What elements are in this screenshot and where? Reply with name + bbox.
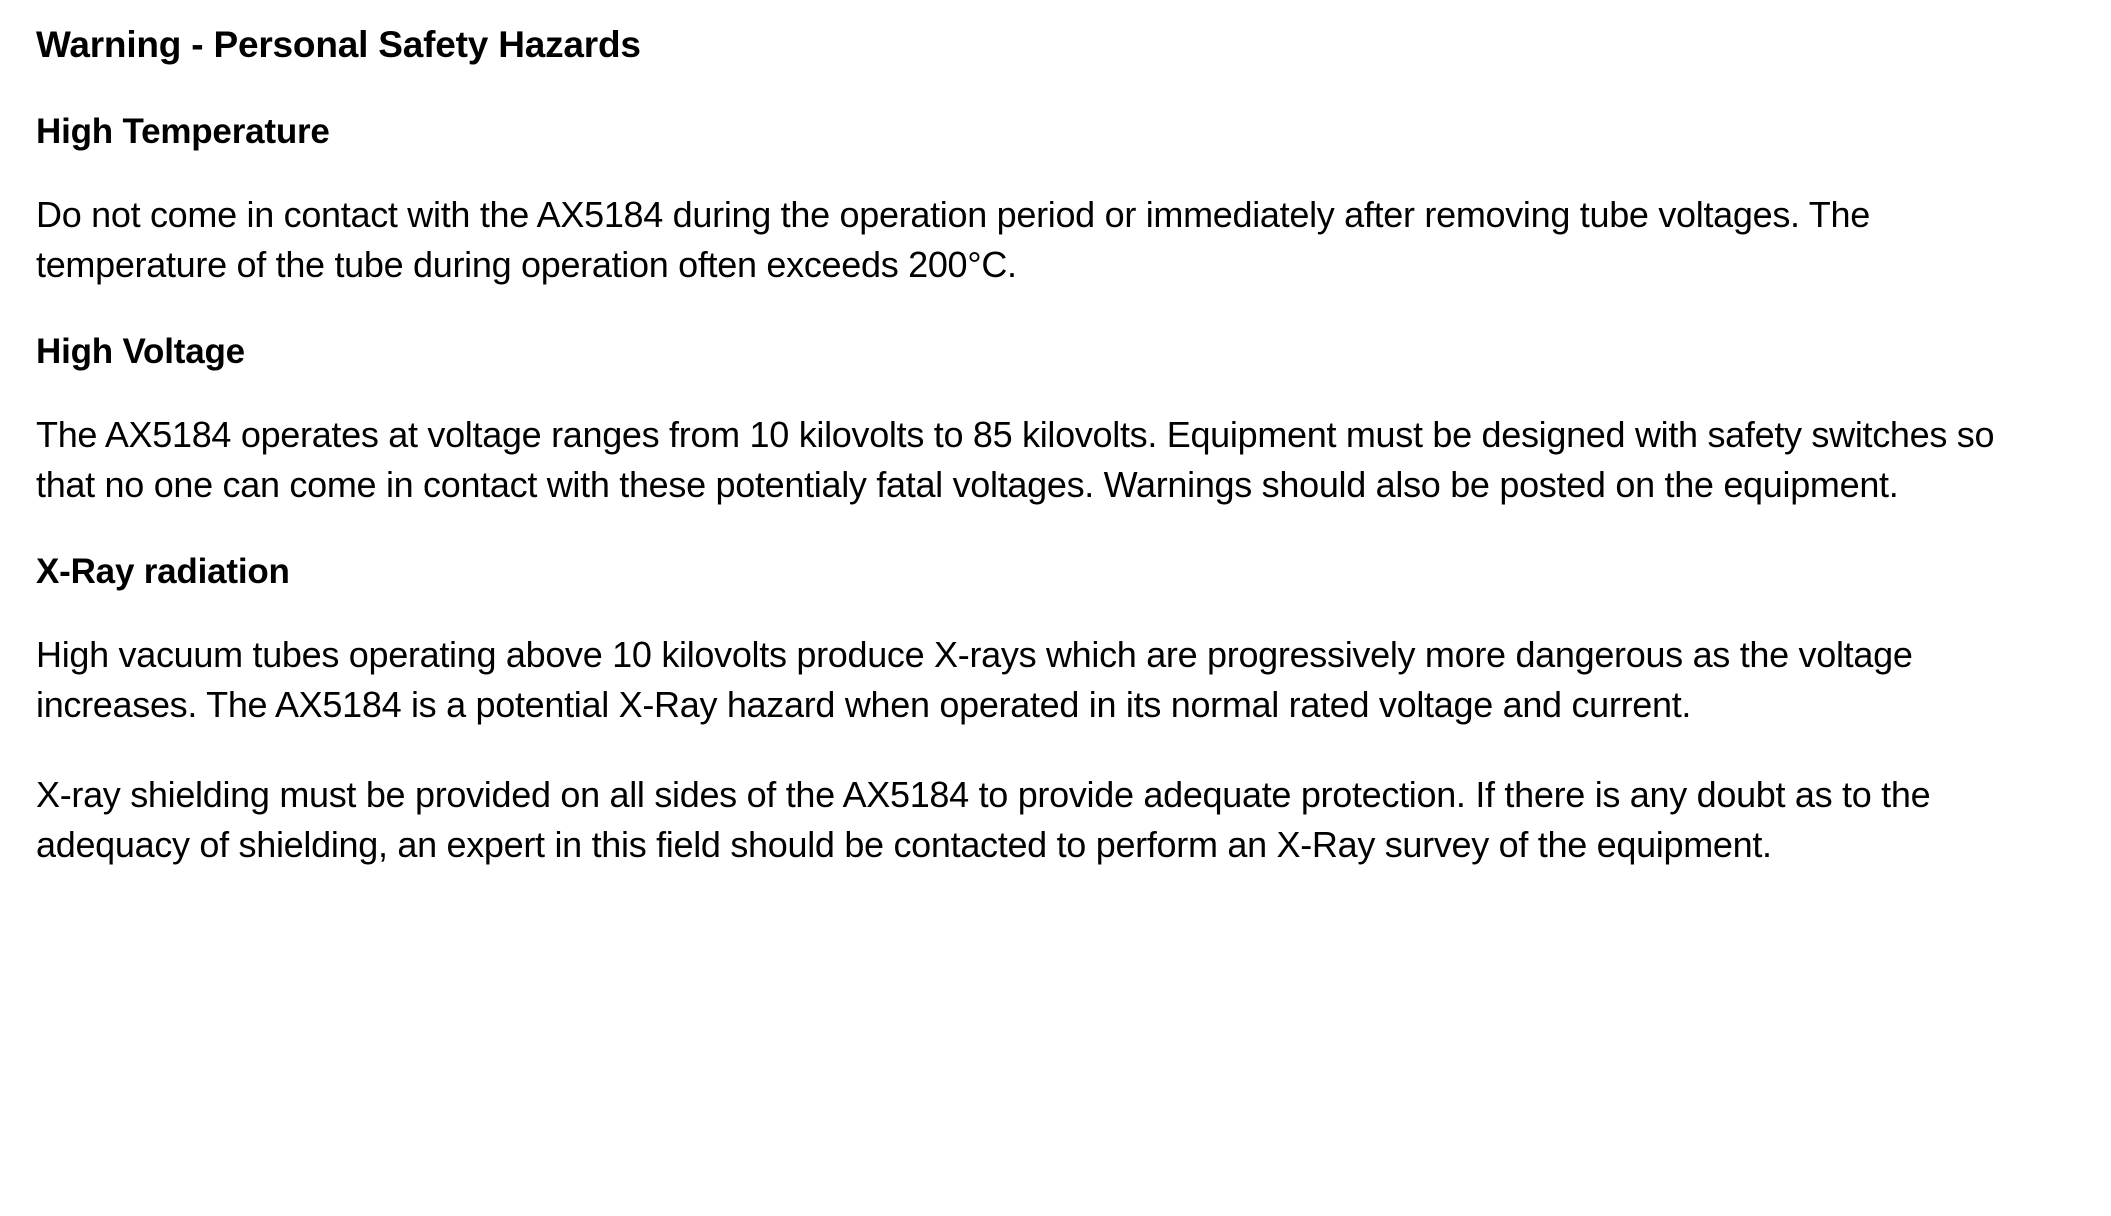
paragraph-high-temperature-1: Do not come in contact with the AX5184 during the operation period or immediately after removing tube voltages. The temperature of the tube during operation often exceeds 200°C. — [36, 194, 1870, 285]
section-high-voltage — [36, 330, 2006, 510]
page-title: Warning - Personal Safety Hazards — [36, 24, 641, 65]
section-xray-radiation — [36, 550, 2006, 870]
paragraph-high-voltage-1: The AX5184 operates at voltage ranges from 10 kilovolts to 85 kilovolts. Equipment must be designed with safety switches so that no one can come in contact with these potentialy fatal voltages. Warnings should also be posted on the equipment. — [36, 414, 1995, 505]
document-body — [36, 22, 2006, 870]
section-heading-high-voltage: High Voltage — [36, 332, 245, 371]
section-heading-high-temperature: High Temperature — [36, 112, 330, 151]
paragraph-xray-radiation-2: X-ray shielding must be provided on all sides of the AX5184 to provide adequate protection. If there is any doubt as to the adequacy of shielding, an expert in this field should be contacted to perform an X-Ray survey of the equipment. — [36, 774, 1931, 865]
paragraph-xray-radiation-1: High vacuum tubes operating above 10 kilovolts produce X-rays which are progressively more dangerous as the voltage increases. The AX5184 is a potential X-Ray hazard when operated in its normal rated voltage and current. — [36, 634, 1913, 725]
section-heading-xray-radiation: X-Ray radiation — [36, 552, 290, 591]
section-high-temperature — [36, 110, 2006, 290]
